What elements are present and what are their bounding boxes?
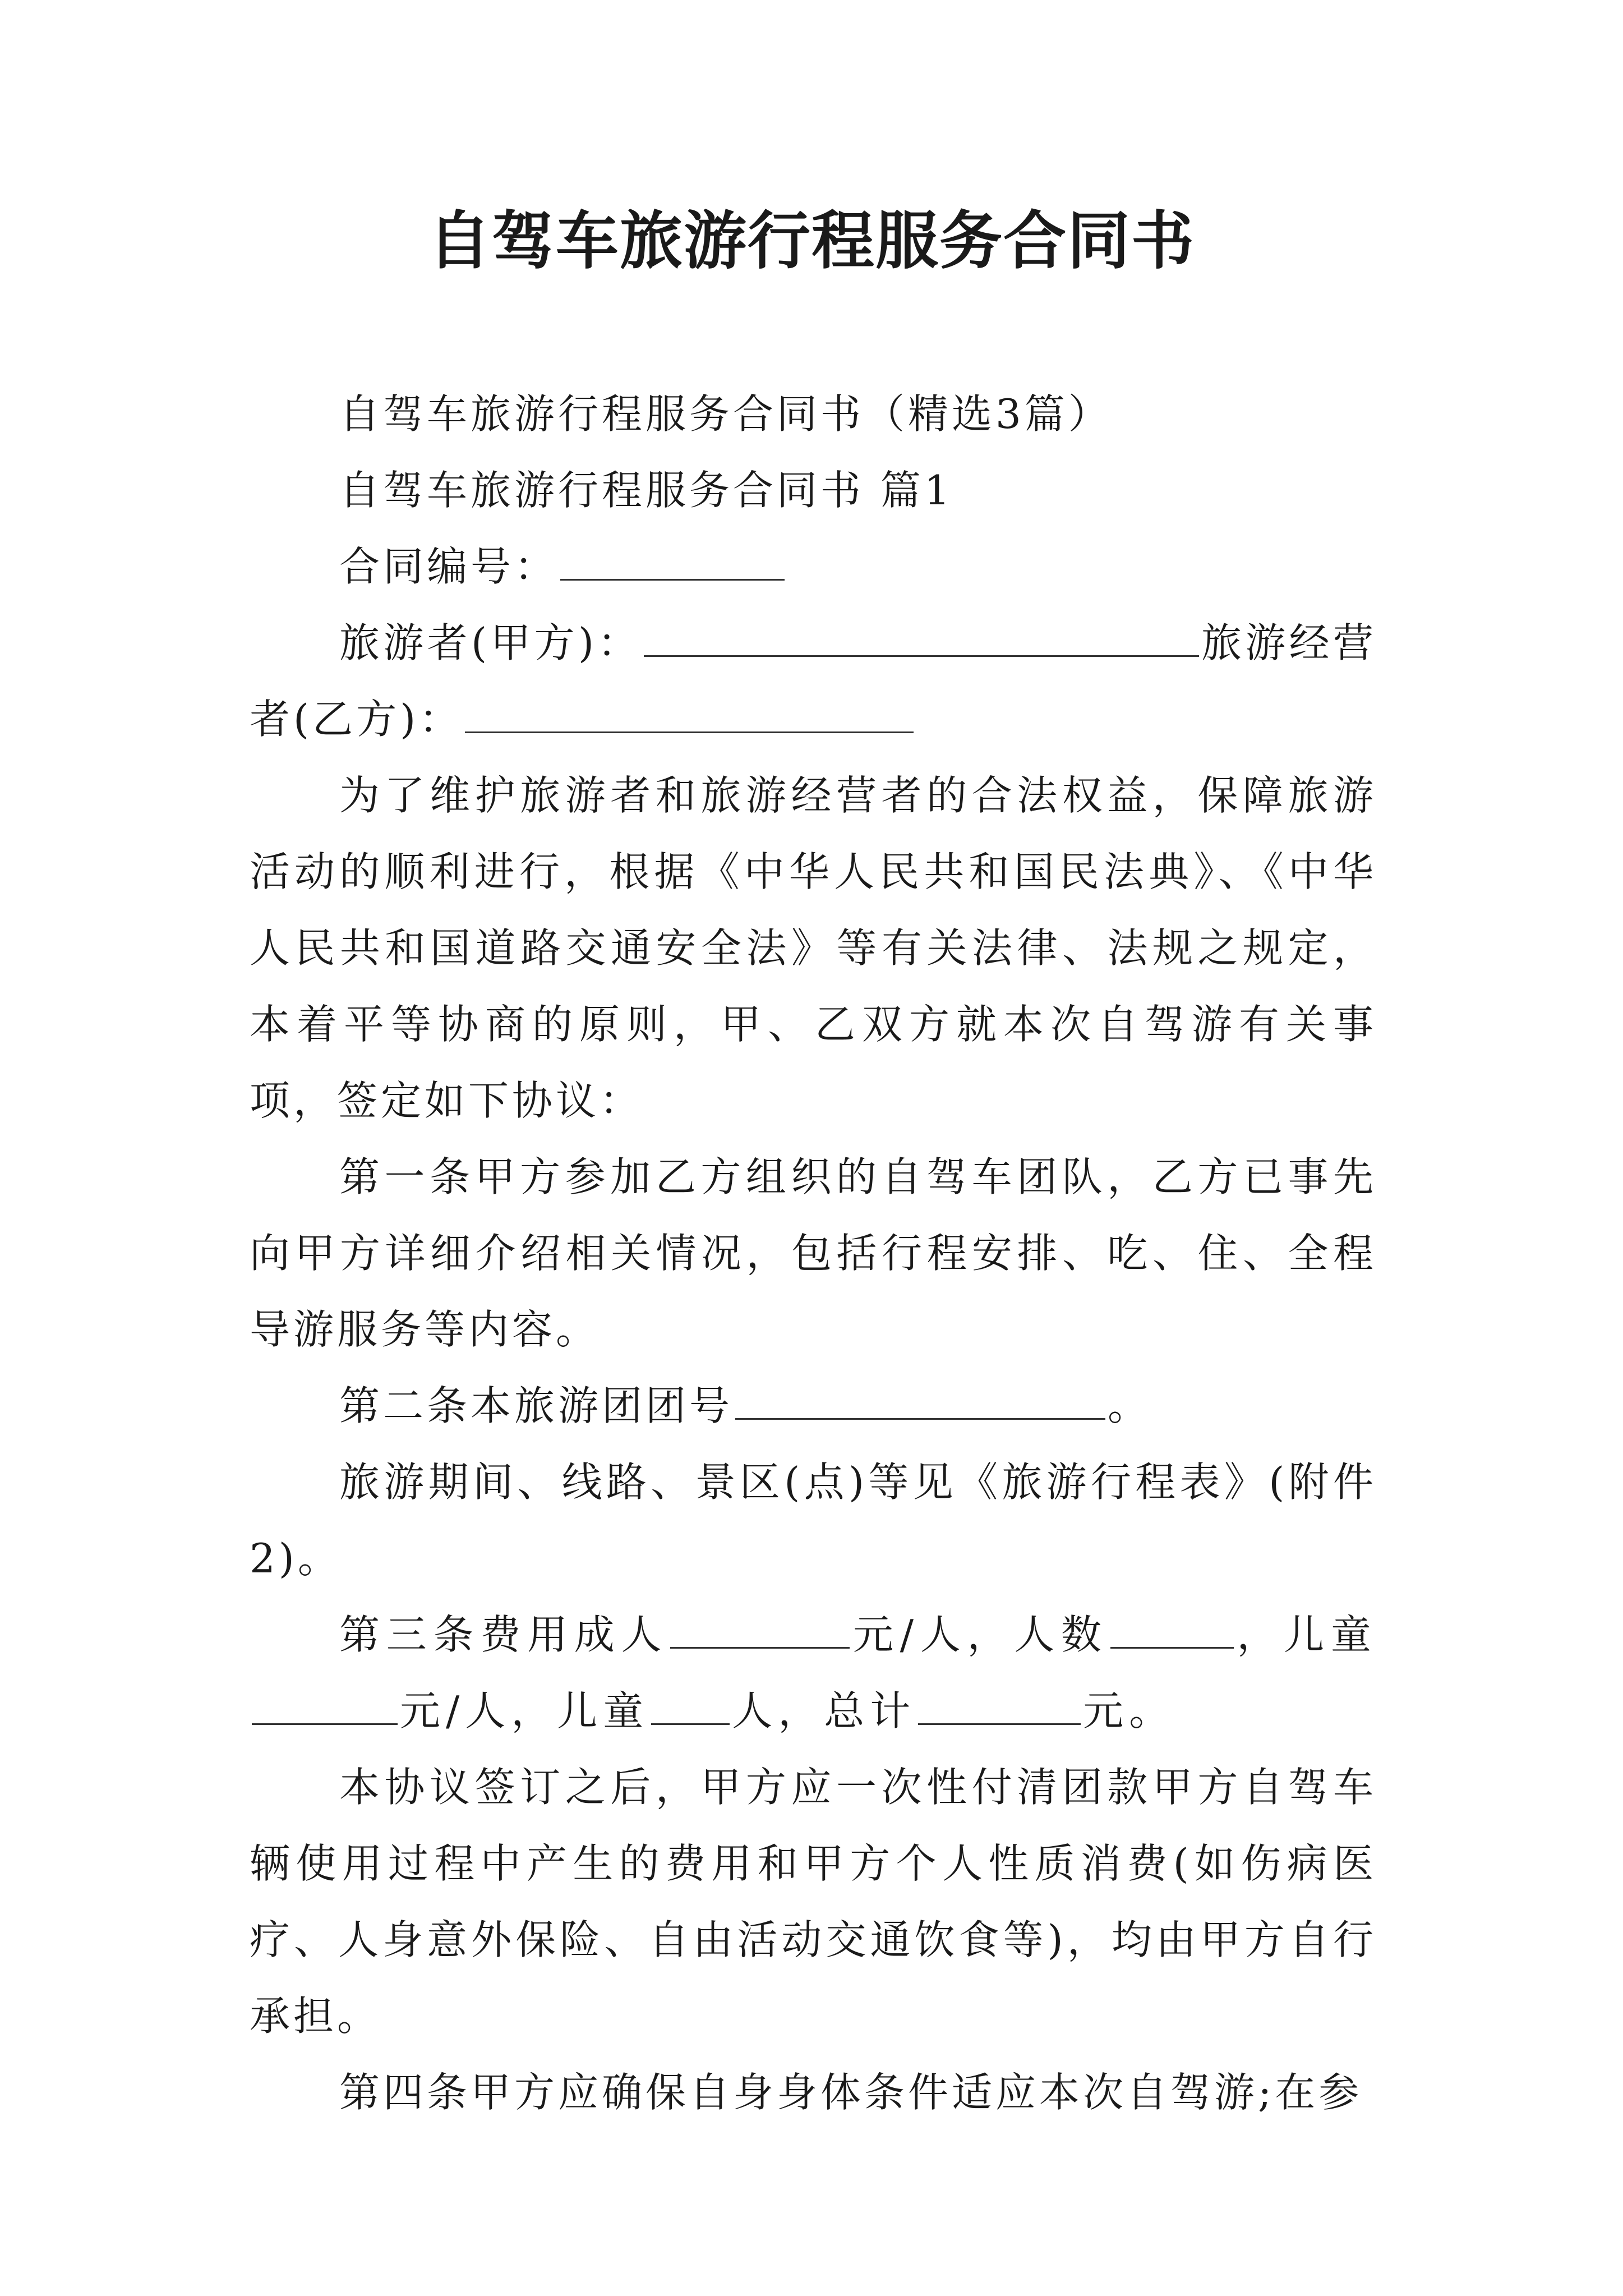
total-fee-blank	[918, 1687, 1081, 1725]
article-1: 第一条甲方参加乙方组织的自驾车团队，乙方已事先向甲方详细介绍相关情况，包括行程安排、吃、住、全程导游服务等内容。	[250, 1153, 1377, 1353]
article-3	[250, 1596, 1377, 1749]
article-3-text-e: 人，总计	[732, 1687, 916, 1734]
payment-paragraph: 本协议签订之后，甲方应一次性付清团款甲方自驾车辆使用过程中产生的费用和甲方个人性质消费(如伤病医疗、人身意外保险、自由活动交通饮食等)，均由甲方自行承担。	[250, 1764, 1377, 2040]
article-3-text-a: 第三条费用成人	[339, 1611, 668, 1658]
contract-number-label: 合同编号：	[339, 543, 559, 590]
part-heading: 自驾车旅游行程服务合同书 篇1	[339, 467, 953, 514]
child-fee-blank	[252, 1687, 398, 1725]
operator-label-part1: 旅游经营	[1201, 619, 1377, 666]
tour-group-number-blank	[735, 1382, 1105, 1420]
article-2-note: 旅游期间、线路、景区(点)等见《旅游行程表》(附件2)。	[250, 1458, 1377, 1582]
child-count-blank	[651, 1687, 730, 1725]
article-2-text: 第二条本旅游团团号	[339, 1382, 734, 1429]
headcount-blank	[1110, 1611, 1234, 1649]
article-3-text-f: 元。	[1083, 1687, 1175, 1734]
document-body	[250, 376, 1377, 2131]
article-3-text-d: 元/人，儿童	[400, 1687, 649, 1734]
contract-number-blank	[560, 543, 785, 581]
article-2-end: 。	[1108, 1382, 1152, 1429]
article-3-text-c: ，儿童	[1235, 1611, 1377, 1658]
adult-fee-blank	[670, 1611, 850, 1649]
article-4: 第四条甲方应确保自身身体条件适应本次自驾游;在参	[339, 2069, 1363, 2116]
contract-number-line	[250, 528, 1377, 605]
operator-label-part2: 者(乙方)：	[250, 696, 463, 743]
subtitle: 自驾车旅游行程服务合同书（精选3篇）	[339, 390, 1112, 438]
document-title: 自驾车旅游行程服务合同书	[428, 204, 1195, 278]
article-3-text-b: 元/人，人数	[852, 1611, 1108, 1658]
tourist-name-blank	[644, 619, 1199, 657]
parties-line	[250, 605, 1377, 757]
intro-paragraph: 为了维护旅游者和旅游经营者的合法权益，保障旅游活动的顺利进行，根据《中华人民共和国民法典》、《中华人民共和国道路交通安全法》等有关法律、法规之规定，本着平等协商的原则，甲、乙双方就本次自驾游有关事项，签定如下协议：	[250, 772, 1377, 1124]
operator-name-blank	[465, 696, 914, 733]
article-2	[250, 1368, 1377, 1444]
tourist-label: 旅游者(甲方)：	[339, 619, 642, 666]
